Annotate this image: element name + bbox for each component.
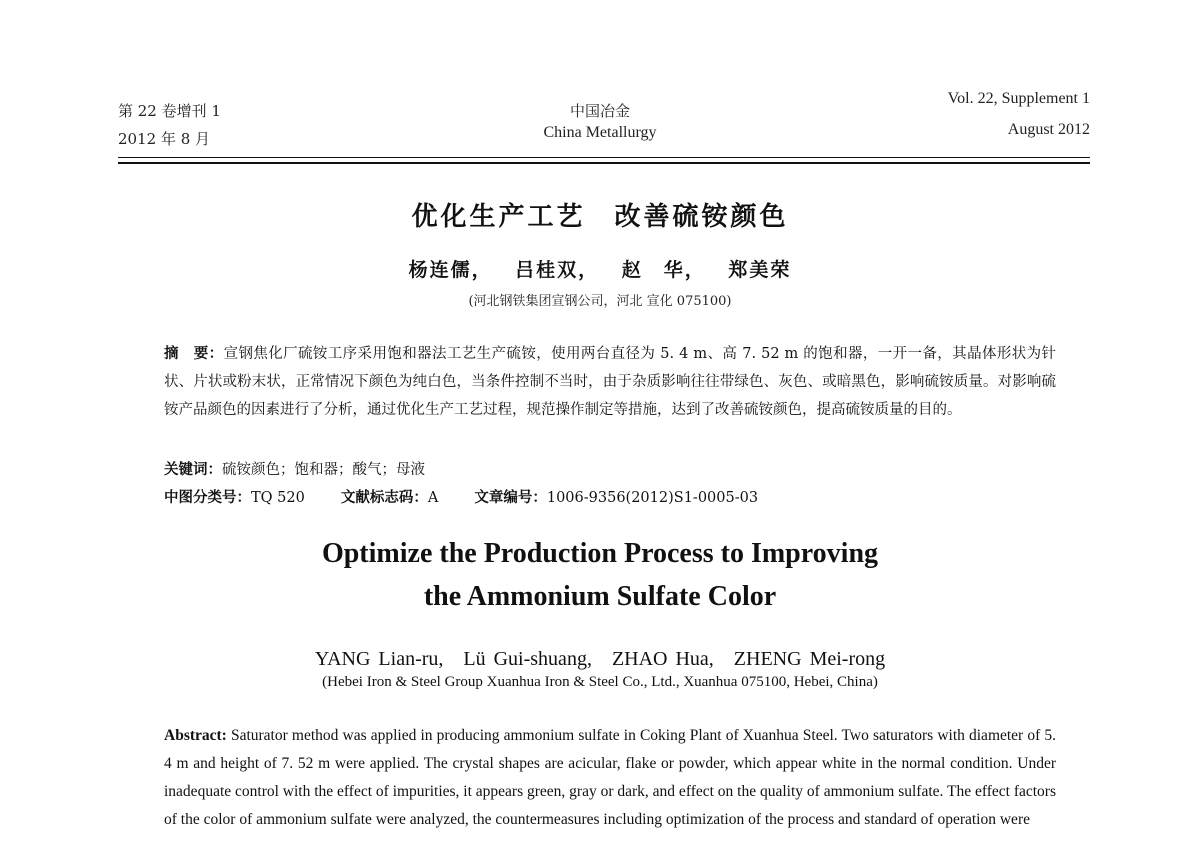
journal-name-cn: 中国冶金 xyxy=(569,102,630,120)
abstract-en xyxy=(164,722,1056,834)
date-cn: 2012 年 8 月 xyxy=(118,130,211,148)
abstract-en-label: Abstract: xyxy=(164,727,227,744)
keywords-cn xyxy=(164,458,425,479)
clc-value: TQ 520 xyxy=(251,490,305,506)
affiliation-cn: (河北钢铁集团宣钢公司，河北 宣化 075100) xyxy=(468,294,732,309)
clc-label: 中图分类号： xyxy=(164,490,251,506)
abstract-cn-text: 宣钢焦化厂硫铵工序采用饱和器法工艺生产硫铵，使用两台直径为 5. 4 m、高 7. 52 m 的饱和器，一开一备，其晶体形状为针状、片状或粉末状，正常情况下颜色为纯白色，当条件控制不当时，由于杂质影响往往带绿色、灰色、或暗黑色，影响硫铵质量。对影响硫铵产品颜色的因素进行了分析，通过优化生产工艺过程，规范操作制定等措施，达到了改善硫铵颜色，提高硫铵质量的目的。 xyxy=(164,346,1057,418)
abstract-cn xyxy=(164,340,1056,424)
article-id-value: 1006-9356(2012)S1-0005-03 xyxy=(546,490,759,506)
doc-code-label: 文献标志码： xyxy=(340,490,428,506)
header-rule-thick xyxy=(118,162,1090,164)
affiliation-en: (Hebei Iron & Steel Group Xuanhua Iron & Steel Co., Ltd., Xuanhua 075100, Hebei, China) xyxy=(322,674,878,690)
abstract-cn-label: 摘 要： xyxy=(164,346,224,362)
journal-name-en: China Metallurgy xyxy=(543,124,657,141)
authors-cn: 杨连儒， 吕桂双， 赵 华， 郑美荣 xyxy=(408,259,792,281)
paper-title-en-line2: the Ammonium Sulfate Color xyxy=(423,581,777,612)
volume-issue-cn: 第 22 卷增刊 1 xyxy=(118,102,221,120)
article-id-label: 文章编号： xyxy=(474,490,547,506)
abstract-en-text: Saturator method was applied in producing ammonium sulfate in Coking Plant of Xuanhua Steel. Two saturators with diameter of 5. 4 m and height of 7. 52 m were applied. The crystal shapes are acicular, flake or powder, which appear white in the normal condition. Under inadequate control with the effect of impurities, it appears green, gray or dark, and effect on the quality of ammonium sulfate. The effect factors of the color of ammonium sulfate were analyzed, the countermeasures including optimization of the process and standard of operation were xyxy=(164,727,1056,828)
doc-code-value: A xyxy=(427,490,439,506)
header-rule-thin xyxy=(118,157,1090,158)
classification-line xyxy=(164,486,758,507)
keywords-text: 硫铵颜色；饱和器；酸气；母液 xyxy=(222,462,425,478)
date-en: August 2012 xyxy=(1007,121,1090,138)
keywords-label: 关键词： xyxy=(164,462,222,478)
paper-title-cn: 优化生产工艺 改善硫铵颜色 xyxy=(411,202,789,232)
authors-en: YANG Lian-ru, Lü Gui-shuang, ZHAO Hua, ZHENG Mei-rong xyxy=(314,648,886,670)
paper-title-en-line1: Optimize the Production Process to Improving xyxy=(321,538,879,569)
volume-issue-en: Vol. 22, Supplement 1 xyxy=(947,90,1090,107)
paper-title-en xyxy=(0,532,1200,618)
